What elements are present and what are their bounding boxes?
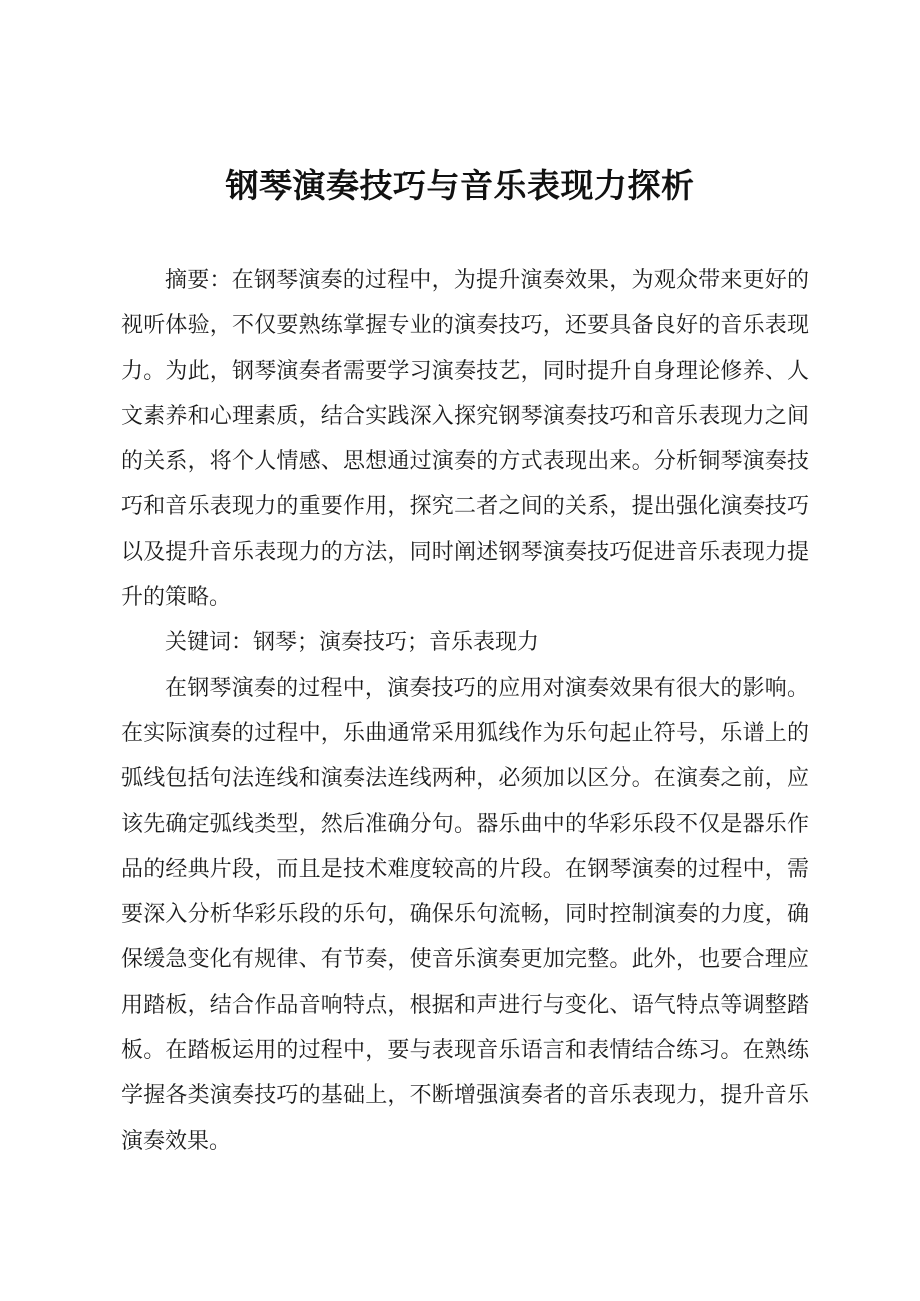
document-body [121,258,809,1164]
body-paragraph: 在钢琴演奏的过程中，演奏技巧的应用对演奏效果有很大的影响。在实际演奏的过程中，乐曲通常采用狐线作为乐句起止符号，乐谱上的弧线包括句法连线和演奏法连线两种，必须加以区分。在演奏之前，应该先确定弧线类型，然后准确分句。器乐曲中的华彩乐段不仅是器乐作品的经典片段，而且是技术难度较高的片段。在钢琴演奏的过程中，需要深入分析华彩乐段的乐句，确保乐句流畅，同时控制演奏的力度，确保缓急变化有规律、有节奏，使音乐演奏更加完整。此外，也要合理应用踏板，结合作品音响特点，根据和声进行与变化、语气特点等调整踏板。在踏板运用的过程中，要与表现音乐语言和表情结合练习。在熟练学握各类演奏技巧的基础上，不断增强演奏者的音乐表现力，提升音乐演奏效果。 [121,675,809,1154]
keywords-line: 关键词：钢琴；演奏技巧；音乐表现力 [165,630,540,656]
abstract-paragraph: 摘要：在钢琴演奏的过程中，为提升演奏效果，为观众带来更好的视听体验，不仅要熟练掌握专业的演奏技巧，还要具备良好的音乐表现力。为此，钢琴演奏者需要学习演奏技艺，同时提升自身理论修养、人文素养和心理素质，结合实践深入探究钢琴演奏技巧和音乐表现力之间的关系，将个人情感、思想通过演奏的方式表现出来。分析铜琴演奏技巧和音乐表现力的重要作用，探究二者之间的关系，提出强化演奏技巧以及提升音乐表现力的方法，同时阐述钢琴演奏技巧促进音乐表现力提升的策略。 [121,268,809,611]
document-title: 钢琴演奏技巧与音乐表现力探析 [225,166,695,205]
